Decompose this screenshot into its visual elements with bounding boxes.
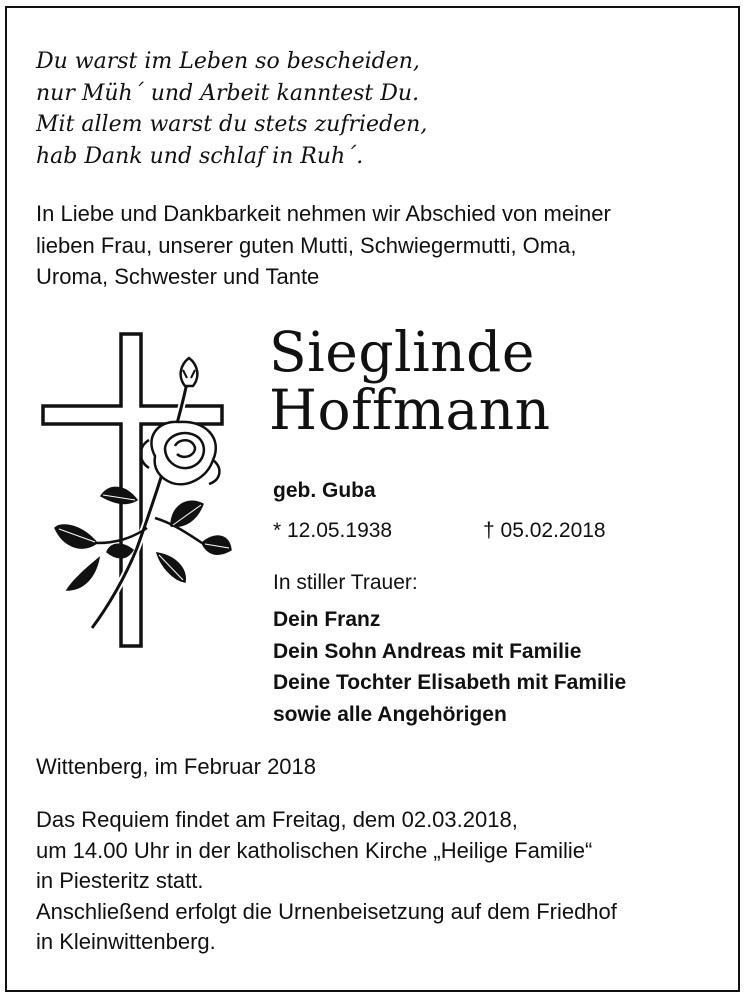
service-line: Anschließend erfolgt die Urnenbeisetzung auf dem Friedhof [36,898,617,924]
death-date: † 05.02.2018 [483,519,606,542]
intro-line: lieben Frau, unserer guten Mutti, Schwiegermutti, Oma, [36,232,577,258]
poem-line: Mit allem warst du stets zufrieden, [36,112,428,137]
obituary-notice [5,6,740,992]
first-name: Sieglinde [269,320,535,384]
memorial-poem [36,46,726,172]
mourners-heading: In stiller Trauer: [273,571,418,594]
mourner-entry: Dein Franz [273,608,381,631]
intro-line: In Liebe und Dankbarkeit nehmen wir Abschied von meiner [36,201,611,226]
mourner-entry: Dein Sohn Andreas mit Familie [273,639,582,663]
service-line: Das Requiem findet am Freitag, dem 02.03.2018, [36,807,518,832]
birth-date: * 12.05.1938 [273,519,393,542]
poem-line: nur Müh´ und Arbeit kanntest Du. [36,80,420,106]
deceased-name [269,320,729,442]
mourner-entry: Deine Tochter Elisabeth mit Familie [273,671,627,694]
mourner-entry: sowie alle Angehörigen [273,702,507,726]
cross-with-rose-icon [37,328,237,658]
birth-name: geb. Guba [273,479,376,502]
service-line: in Piesteritz statt. [36,868,204,893]
service-line: um 14.00 Uhr in der katholischen Kirche „Heilige Familie“ [36,837,593,863]
service-line: in Kleinwittenberg. [36,929,216,954]
poem-line: Du warst im Leben so bescheiden, [36,49,420,74]
service-details [36,805,736,958]
intro-line: Uroma, Schwester und Tante [36,264,320,289]
last-name: Hoffmann [269,378,551,442]
mourners-list [273,604,626,730]
poem-line: hab Dank und schlaf in Ruh´. [36,143,364,169]
place-and-date: Wittenberg, im Februar 2018 [36,754,317,779]
farewell-intro [36,198,726,293]
